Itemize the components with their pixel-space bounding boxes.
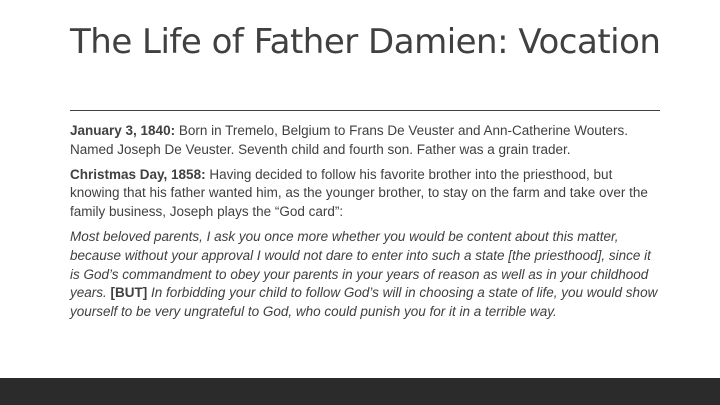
paragraph-christmas-lead: Christmas Day, 1858:	[70, 166, 206, 182]
letter-quote	[70, 228, 660, 322]
slide-body	[70, 122, 660, 328]
paragraph-christmas-text: Having decided to follow his favorite brother into the priesthood, but knowing that his father wanted him, as the younger brother, to stay on the farm and take over the family business, Joseph plays the “God card”:	[70, 166, 648, 220]
letter-quote-bracket: [BUT]	[110, 285, 148, 301]
paragraph-christmas	[70, 166, 660, 222]
paragraph-birth	[70, 122, 660, 160]
letter-quote-part1: Most beloved parents, I ask you once more whether you would be content about this matter, because without your approval I would not dare to enter into such a state [the priesthood], since it is God’s commandment to obey your parents in your years of reason as well as in your childhood years.	[70, 228, 651, 301]
slide-title: The Life of Father Damien: Vocation	[70, 22, 661, 62]
paragraph-birth-lead: January 3, 1840:	[70, 123, 176, 138]
title-divider	[70, 110, 660, 111]
paragraph-birth-text: Born in Tremelo, Belgium to Frans De Veuster and Ann-Catherine Wouters. Named Joseph De Veuster. Seventh child and fourth son. Father was a grain trader.	[70, 123, 629, 157]
footer-bar	[0, 378, 720, 405]
letter-quote-part2: In forbidding your child to follow God’s will in choosing a state of life, you would show yourself to be very ungrateful to God, who could punish you for it in a terrible way.	[70, 285, 658, 320]
